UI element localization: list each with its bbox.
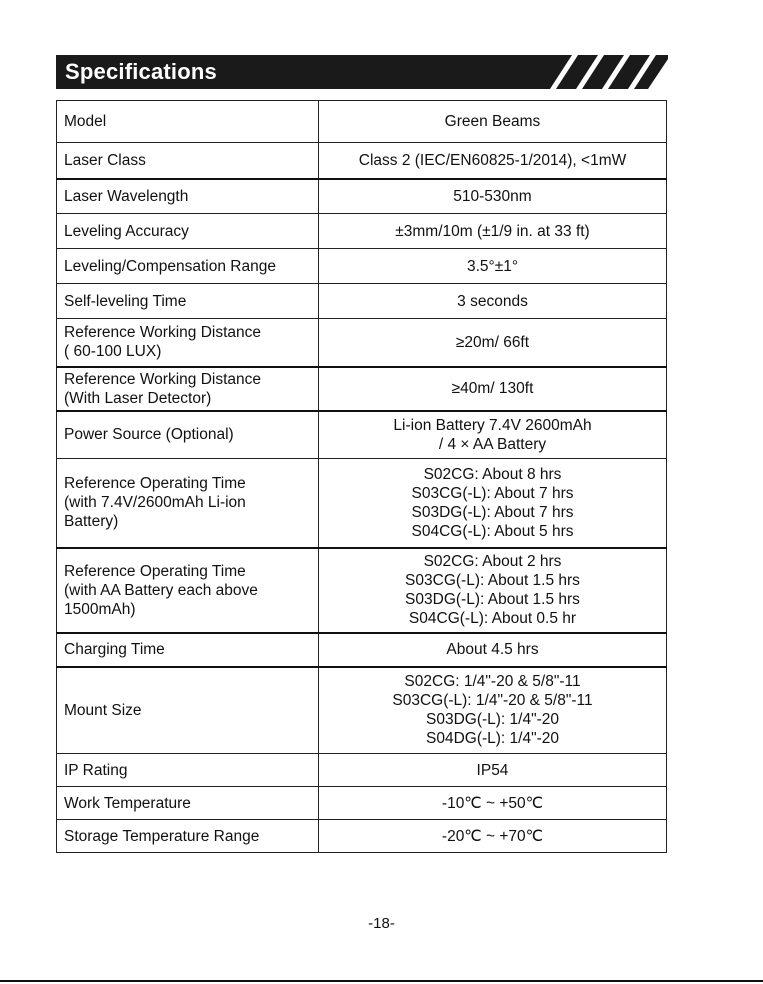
spec-label: Power Source (Optional) [57,411,319,459]
spec-value: S02CG: About 2 hrs S03CG(-L): About 1.5 hrs S03DG(-L): About 1.5 hrs S04CG(-L): About 0.5 hr [319,548,667,633]
table-row [57,284,667,319]
table-row [57,411,667,459]
spec-value: 3 seconds [319,284,667,319]
page-number: -18- [368,915,395,932]
spec-label: Mount Size [57,667,319,754]
table-row [57,633,667,667]
spec-label: Work Temperature [57,787,319,820]
spec-label: Reference Operating Time (with 7.4V/2600mAh Li-ion Battery) [57,459,319,548]
table-row [57,548,667,633]
table-row [57,820,667,853]
spec-value: ±3mm/10m (±1/9 in. at 33 ft) [319,214,667,249]
spec-label: Charging Time [57,633,319,667]
spec-value: Li-ion Battery 7.4V 2600mAh / 4 × AA Battery [319,411,667,459]
spec-label: Reference Working Distance ( 60-100 LUX) [57,319,319,367]
footer-divider [0,980,763,982]
spec-value: S02CG: 1/4"-20 & 5/8"-11 S03CG(-L): 1/4"-20 & 5/8"-11 S03DG(-L): 1/4"-20 S04DG(-L): 1/4"-20 [319,667,667,754]
spec-label: Laser Class [57,143,319,179]
spec-value: ≥40m/ 130ft [319,367,667,411]
spec-value: IP54 [319,754,667,787]
spec-value: -20℃ ~ +70℃ [319,820,667,853]
spec-value: Class 2 (IEC/EN60825-1/2014), <1mW [319,143,667,179]
spec-value: -10℃ ~ +50℃ [319,787,667,820]
spec-label: Reference Operating Time (with AA Battery each above 1500mAh) [57,548,319,633]
table-row [57,754,667,787]
table-row [57,249,667,284]
spec-label: IP Rating [57,754,319,787]
spec-label: Laser Wavelength [57,179,319,214]
spec-value: S02CG: About 8 hrs S03CG(-L): About 7 hrs S03DG(-L): About 7 hrs S04CG(-L): About 5 hrs [319,459,667,548]
spec-label: Storage Temperature Range [57,820,319,853]
table-row [57,367,667,411]
spec-label: Model [57,101,319,143]
spec-label: Leveling/Compensation Range [57,249,319,284]
spec-label: Leveling Accuracy [57,214,319,249]
table-row [57,787,667,820]
spec-value: ≥20m/ 66ft [319,319,667,367]
spec-label: Reference Working Distance (With Laser Detector) [57,367,319,411]
spec-value: Green Beams [319,101,667,143]
spec-value: 3.5°±1° [319,249,667,284]
specifications-table [56,100,667,853]
spec-value: 510-530nm [319,179,667,214]
spec-value: About 4.5 hrs [319,633,667,667]
section-header [56,55,668,89]
spec-label: Self-leveling Time [57,284,319,319]
table-row [57,214,667,249]
table-row [57,179,667,214]
table-row [57,319,667,367]
table-row [57,667,667,754]
table-row [57,459,667,548]
table-row [57,143,667,179]
table-row [57,101,667,143]
page-title: Specifications [65,59,217,84]
